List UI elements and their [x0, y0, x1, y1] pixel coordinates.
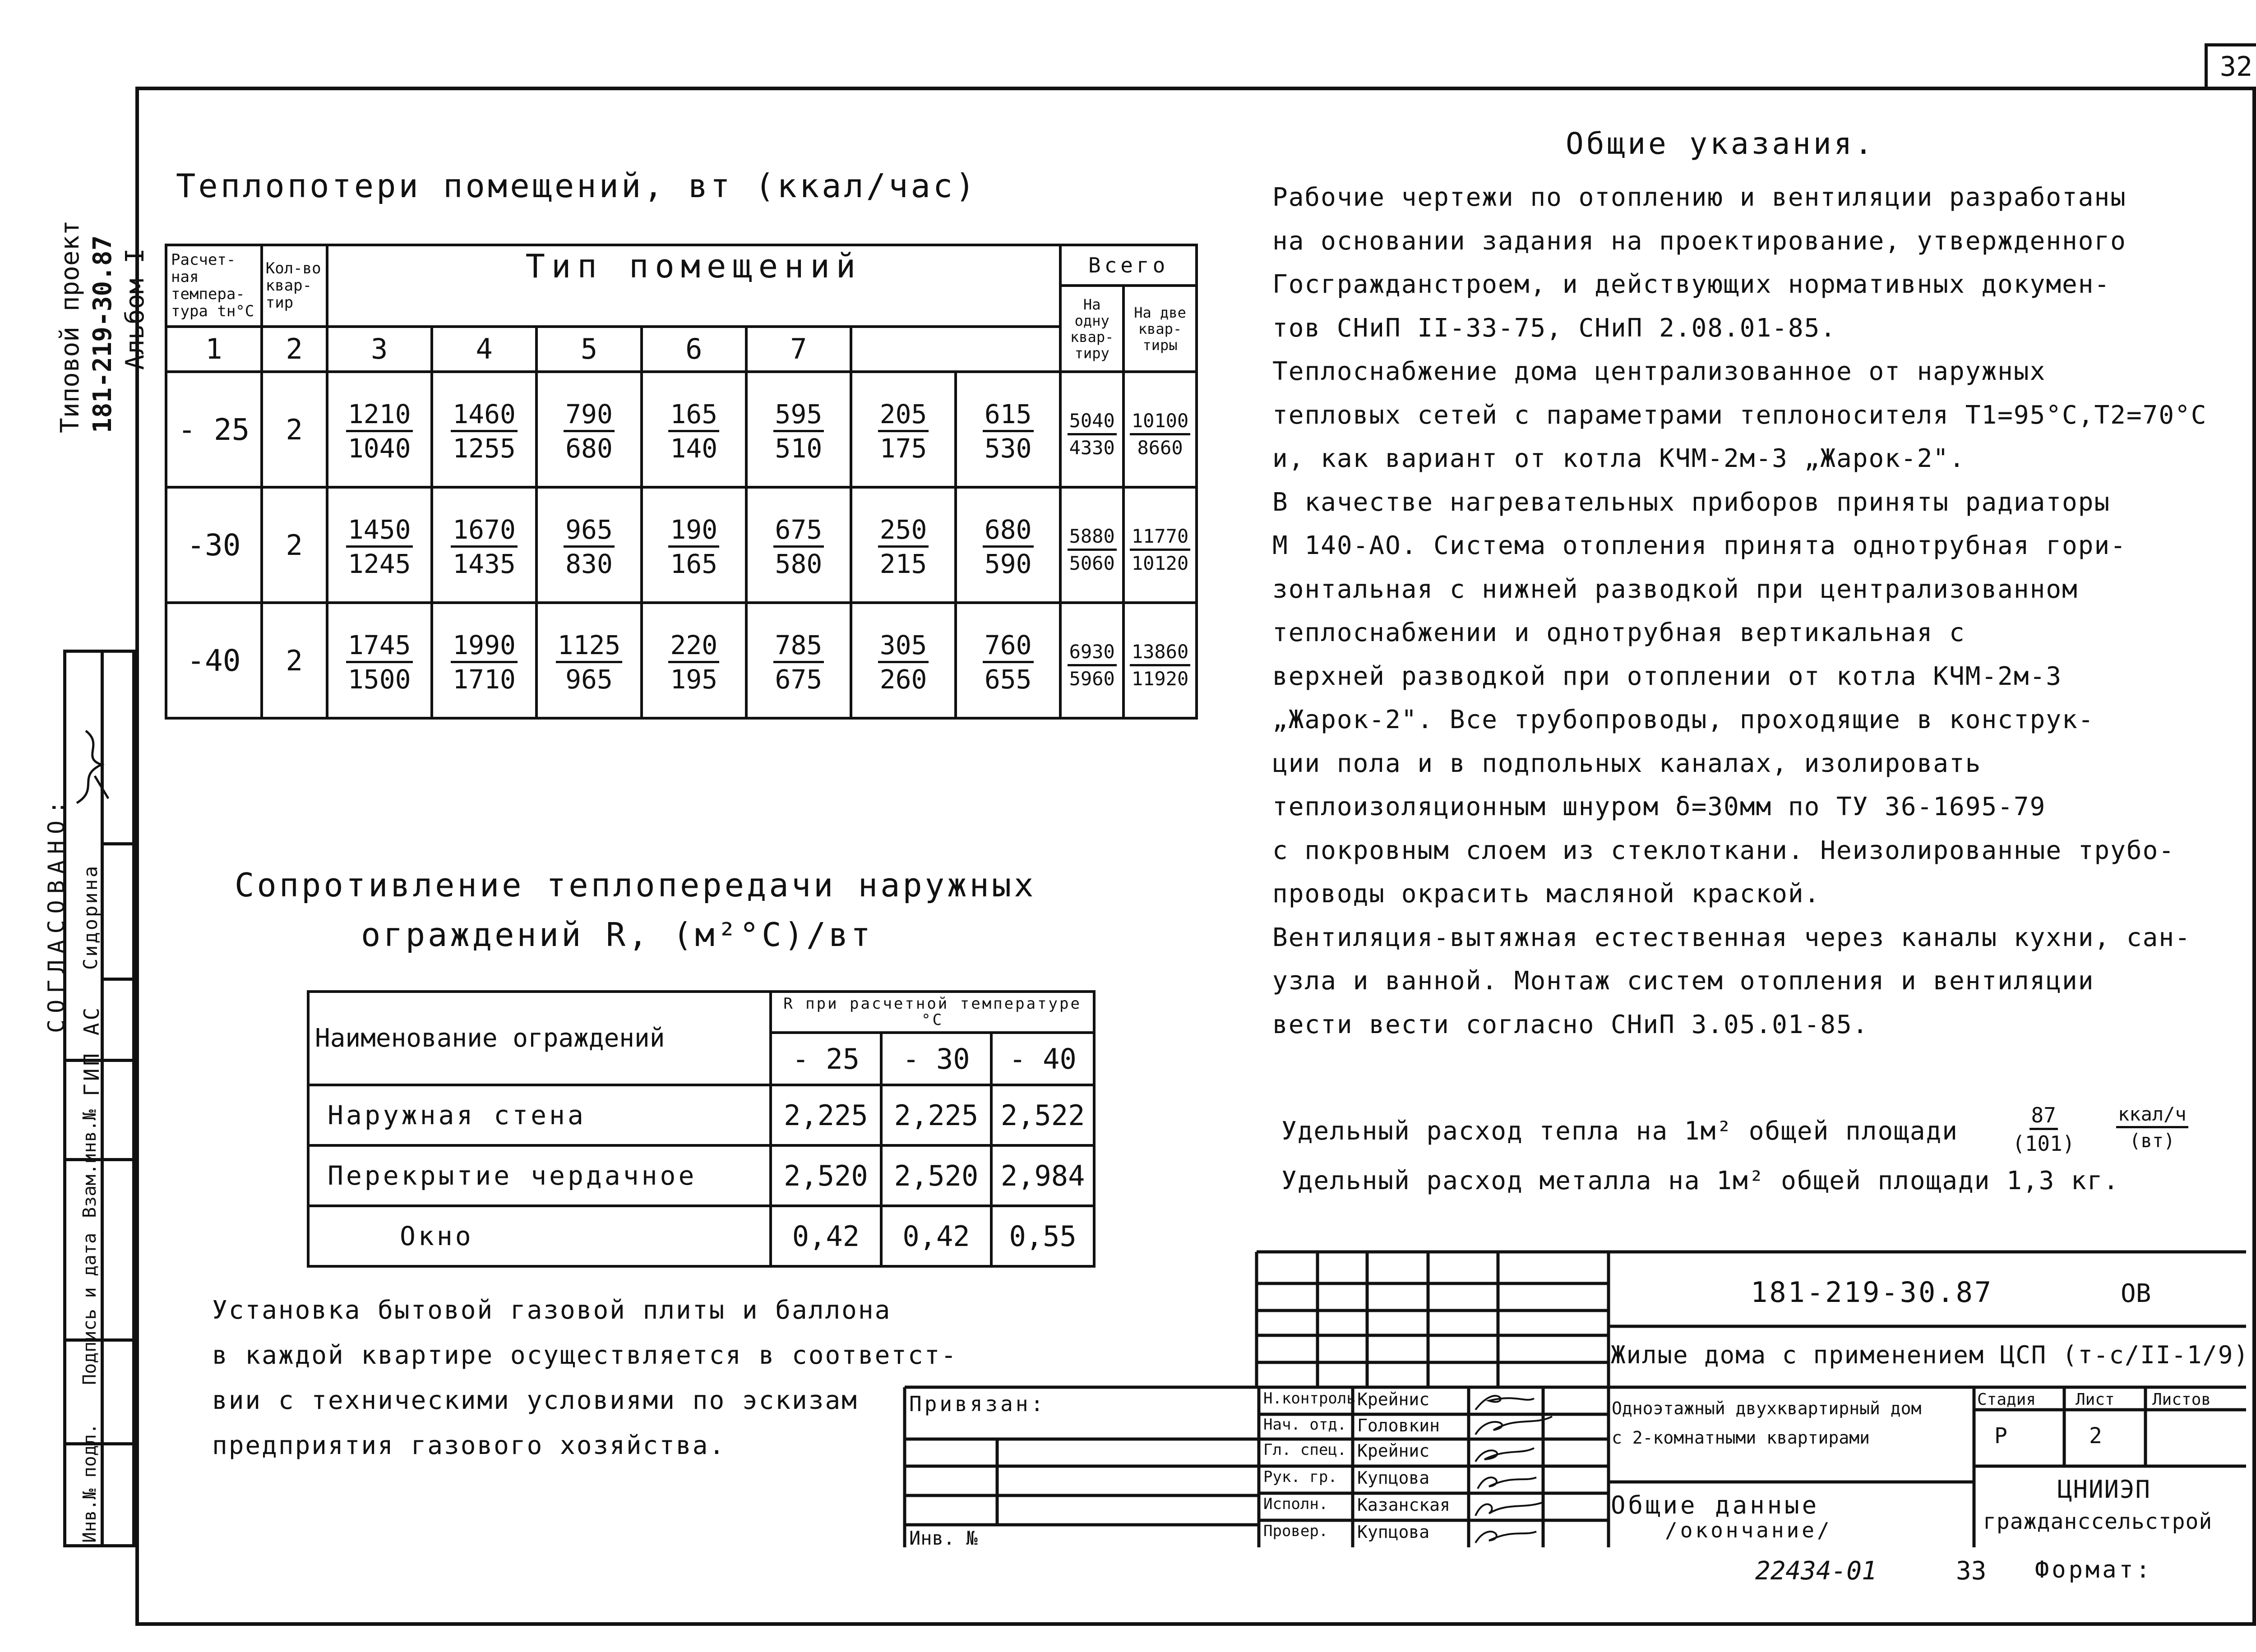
staff-role: Исполн. — [1263, 1495, 1328, 1513]
resistance-title-1: Сопротивление теплопередачи наружных — [235, 866, 1036, 904]
value-kcal: 590 — [984, 548, 1032, 579]
project-name: Жилые дома с применением ЦСП (т-с/II-1/9) — [1611, 1341, 2249, 1369]
heat-rate-den: (101) — [2012, 1131, 2075, 1156]
heat-rate-unit-den: (вт) — [2129, 1130, 2175, 1152]
type-number: 3 — [327, 327, 432, 372]
staff-name: Казанская — [1357, 1495, 1450, 1515]
enclosure-name: Наружная стена — [308, 1085, 771, 1145]
value-kcal: 5060 — [1069, 552, 1115, 574]
value-kcal: 8660 — [1137, 436, 1183, 459]
heat-loss-title: Теплопотери помещений, вт (ккал/час) — [176, 167, 978, 205]
value-kcal: 260 — [879, 664, 927, 695]
value-watts: 6930 — [1068, 642, 1117, 666]
value-watts: 1460 — [451, 401, 518, 432]
staff-name: Крейнис — [1357, 1441, 1430, 1461]
gas-note-line: предприятия газового хозяйства. — [212, 1431, 726, 1460]
staff-name: Головкин — [1357, 1416, 1440, 1435]
stage-label: Стадия — [1977, 1390, 2036, 1409]
note-line: В качестве нагревательных приборов приняты радиаторы — [1272, 487, 2111, 517]
resistance-value: 2,520 — [771, 1145, 881, 1206]
note-line: Госгражданстроем, и действующих нормативных докумен- — [1272, 270, 2111, 299]
stamp-line-1: Типовой проект — [55, 220, 85, 433]
value-kcal: 1040 — [347, 433, 411, 464]
value-watts: 10100 — [1130, 411, 1190, 435]
doc-mark: ОВ — [2121, 1279, 2151, 1308]
gip-label: ГИП АС — [79, 1005, 104, 1096]
value-kcal: 680 — [565, 433, 613, 464]
staff-role: Н.контроль — [1263, 1389, 1356, 1407]
value-kcal: 4330 — [1069, 436, 1115, 459]
type-number: 1 — [166, 327, 262, 372]
sheets-label: Листов — [2152, 1390, 2211, 1409]
value-kcal: 580 — [775, 548, 823, 579]
note-line: проводы окрасить масляной краской. — [1272, 879, 1821, 909]
value-watts: 760 — [983, 632, 1034, 663]
note-line: верхней разводкой при отоплении от котла КЧМ-2м-3 — [1272, 661, 2062, 691]
value-watts: 595 — [773, 401, 824, 432]
resistance-value: 0,55 — [991, 1206, 1094, 1266]
note-line: с покровным слоем из стеклоткани. Неизолированные трубо- — [1272, 835, 2175, 865]
sheet-label: Лист — [2076, 1390, 2115, 1409]
res-col-name: Наименование ограждений — [308, 992, 771, 1085]
staff-name: Крейнис — [1357, 1389, 1430, 1409]
value-kcal: 5960 — [1069, 667, 1115, 690]
general-title: Общие указания. — [1566, 126, 1876, 161]
enclosure-name: Перекрытие чердачное — [308, 1145, 771, 1206]
value-kcal: 175 — [879, 433, 927, 464]
note-line: теплоизоляционным шнуром δ=30мм по ТУ 36-1695-79 — [1272, 792, 2046, 821]
col-header-one: На одну квар-тиру — [1060, 286, 1123, 372]
value-kcal: 675 — [775, 664, 823, 695]
value-watts: 190 — [668, 516, 719, 548]
footer-page: 33 — [1956, 1556, 1987, 1586]
temp-cell: -40 — [166, 603, 262, 718]
heat-rate-text: Удельный расход тепла на 1м² общей площади — [1281, 1117, 1959, 1146]
count-cell: 2 — [262, 487, 327, 603]
value-watts: 785 — [773, 632, 824, 663]
res-temp-header: - 30 — [881, 1033, 992, 1085]
value-kcal: 510 — [775, 433, 823, 464]
enclosure-name: Окно — [308, 1206, 771, 1266]
resistance-value: 2,225 — [771, 1085, 881, 1145]
value-kcal: 1500 — [347, 664, 411, 695]
resistance-title-2: ограждений R, (м²°С)/вт — [361, 916, 873, 954]
value-kcal: 215 — [879, 548, 927, 579]
inv-original-label: Инв.№ подл. — [79, 1423, 100, 1543]
value-watts: 1745 — [346, 632, 413, 663]
resistance-value: 0,42 — [771, 1206, 881, 1266]
count-cell: 2 — [262, 372, 327, 487]
staff-name: Купцова — [1357, 1468, 1430, 1488]
value-watts: 13860 — [1130, 642, 1190, 666]
value-watts: 790 — [564, 401, 615, 432]
value-watts: 1125 — [556, 632, 623, 663]
staff-role: Рук. гр. — [1263, 1468, 1337, 1486]
org-line-2: гражданссельстрой — [1983, 1509, 2213, 1534]
type-number: 2 — [262, 327, 327, 372]
stamp-line-3: Альбом I — [120, 248, 150, 370]
value-watts: 1450 — [346, 516, 413, 548]
value-kcal: 1710 — [453, 664, 516, 695]
staff-role: Провер. — [1263, 1522, 1328, 1540]
gas-note-line: Установка бытовой газовой плиты и баллона — [212, 1296, 892, 1325]
gas-note-line: в каждой квартире осуществляется в соответст- — [212, 1341, 958, 1370]
note-line: „Жарок-2". Все трубопроводы, проходящие в конструк- — [1272, 705, 2094, 734]
value-kcal: 830 — [565, 548, 613, 579]
value-watts: 205 — [878, 401, 929, 432]
value-watts: 220 — [668, 632, 719, 663]
stage-value: Р — [1994, 1423, 2007, 1449]
res-col-r: R при расчетной температуре °С — [771, 992, 1094, 1033]
note-line: зонтальная с нижней разводкой при централизованном — [1272, 574, 2078, 604]
note-line: вести вести согласно СНиП 3.05.01-85. — [1272, 1010, 1869, 1039]
type-number: 7 — [746, 327, 851, 372]
res-temp-header: - 40 — [991, 1033, 1094, 1085]
value-kcal: 195 — [670, 664, 718, 695]
inv-replace-label: Взам.инв.№ — [79, 1109, 100, 1218]
sheet-value: 2 — [2089, 1423, 2102, 1449]
note-line: Рабочие чертежи по отоплению и вентиляции разработаны — [1272, 183, 2127, 212]
res-temp-header: - 25 — [771, 1033, 881, 1085]
temp-cell: -30 — [166, 487, 262, 603]
gip-name: Сидорина — [79, 864, 102, 970]
value-kcal: 165 — [670, 548, 718, 579]
note-line: теплоснабжении и однотрубная вертикальная с — [1272, 618, 1965, 647]
sheet-title-2: /окончание/ — [1665, 1518, 1832, 1542]
page-number: 32 — [2205, 43, 2256, 90]
type-number: 4 — [432, 327, 536, 372]
value-kcal: 530 — [984, 433, 1032, 464]
resistance-value: 2,522 — [991, 1085, 1094, 1145]
value-kcal: 1255 — [453, 433, 516, 464]
value-watts: 250 — [878, 516, 929, 548]
note-line: Вентиляция-вытяжная естественная через каналы кухни, сан- — [1272, 923, 2191, 952]
staff-role: Гл. спец. — [1263, 1441, 1347, 1459]
col-header-two: На две квар-тиры — [1123, 286, 1197, 372]
linked-label: Привязан: — [909, 1392, 1046, 1416]
col-header-count: Кол-во квар-тир — [262, 245, 327, 327]
note-line: на основании задания на проектирование, утвержденного — [1272, 226, 2127, 256]
sheet-title-1: Общие данные — [1611, 1491, 1820, 1519]
sign-date-label: Подпись и дата — [79, 1232, 100, 1385]
value-watts: 615 — [983, 401, 1034, 432]
resistance-value: 0,42 — [881, 1206, 992, 1266]
note-line: Теплоснабжение дома централизованное от наружных — [1272, 357, 2046, 386]
note-line: тов СНиП II-33-75, СНиП 2.08.01-85. — [1272, 313, 1837, 343]
building-line-1: Одноэтажный двухквартирный дом — [1612, 1398, 1922, 1418]
value-kcal: 965 — [565, 664, 613, 695]
value-watts: 165 — [668, 401, 719, 432]
type-number: 6 — [642, 327, 746, 372]
value-watts: 965 — [564, 516, 615, 548]
staff-name: Купцова — [1357, 1522, 1430, 1542]
heat-rate-unit-num: ккал/ч — [2116, 1104, 2188, 1128]
value-watts: 1670 — [451, 516, 518, 548]
metal-rate: Удельный расход металла на 1м² общей площади 1,3 кг. — [1281, 1166, 2120, 1195]
col-header-temp: Расчет-ная темпера-тура tн°C — [166, 245, 262, 327]
resistance-value: 2,225 — [881, 1085, 992, 1145]
agreed-label: СОГЛАСОВАНО: — [43, 794, 69, 1033]
value-kcal: 1435 — [453, 548, 516, 579]
value-watts: 5040 — [1068, 411, 1117, 435]
heat-rate-num: 87 — [2029, 1104, 2058, 1130]
gas-note-line: вии с техническими условиями по эскизам — [212, 1386, 858, 1415]
col-header-total: Всего — [1060, 245, 1197, 286]
value-kcal: 11920 — [1131, 667, 1189, 690]
value-watts: 5880 — [1068, 526, 1117, 550]
type-number: 5 — [536, 327, 641, 372]
inv-no-label: Инв. № — [909, 1527, 978, 1549]
value-kcal: 10120 — [1131, 552, 1189, 574]
org-line-1: ЦНИИЭП — [2057, 1475, 2151, 1504]
col-header-type: Тип помещений — [327, 245, 1061, 286]
count-cell: 2 — [262, 603, 327, 718]
value-watts: 11770 — [1130, 526, 1190, 550]
stamp-line-2: 181-219-30.87 — [88, 235, 117, 433]
note-line: узла и ванной. Монтаж систем отопления и вентиляции — [1272, 966, 2094, 996]
value-kcal: 655 — [984, 664, 1032, 695]
value-watts: 305 — [878, 632, 929, 663]
note-line: и, как вариант от котла КЧМ-2м-3 „Жарок-2". — [1272, 444, 1965, 473]
note-line: ции пола и в подпольных каналах, изолировать — [1272, 748, 1982, 778]
value-kcal: 140 — [670, 433, 718, 464]
building-line-2: с 2-комнатными квартирами — [1612, 1428, 1870, 1448]
value-watts: 1210 — [346, 401, 413, 432]
value-kcal: 1245 — [347, 548, 411, 579]
format-label: Формат: — [2035, 1556, 2153, 1583]
value-watts: 675 — [773, 516, 824, 548]
doc-code: 181-219-30.87 — [1751, 1276, 1993, 1309]
temp-cell: - 25 — [166, 372, 262, 487]
staff-role: Нач. отд. — [1263, 1416, 1347, 1434]
note-line: М 140-АО. Система отопления принята однотрубная гори- — [1272, 531, 2127, 560]
value-watts: 680 — [983, 516, 1034, 548]
order-number: 22434-01 — [1755, 1556, 1877, 1586]
value-watts: 1990 — [451, 632, 518, 663]
resistance-value: 2,984 — [991, 1145, 1094, 1206]
note-line: тепловых сетей с параметрами теплоносителя T1=95°C,T2=70°C — [1272, 400, 2207, 430]
resistance-value: 2,520 — [881, 1145, 992, 1206]
